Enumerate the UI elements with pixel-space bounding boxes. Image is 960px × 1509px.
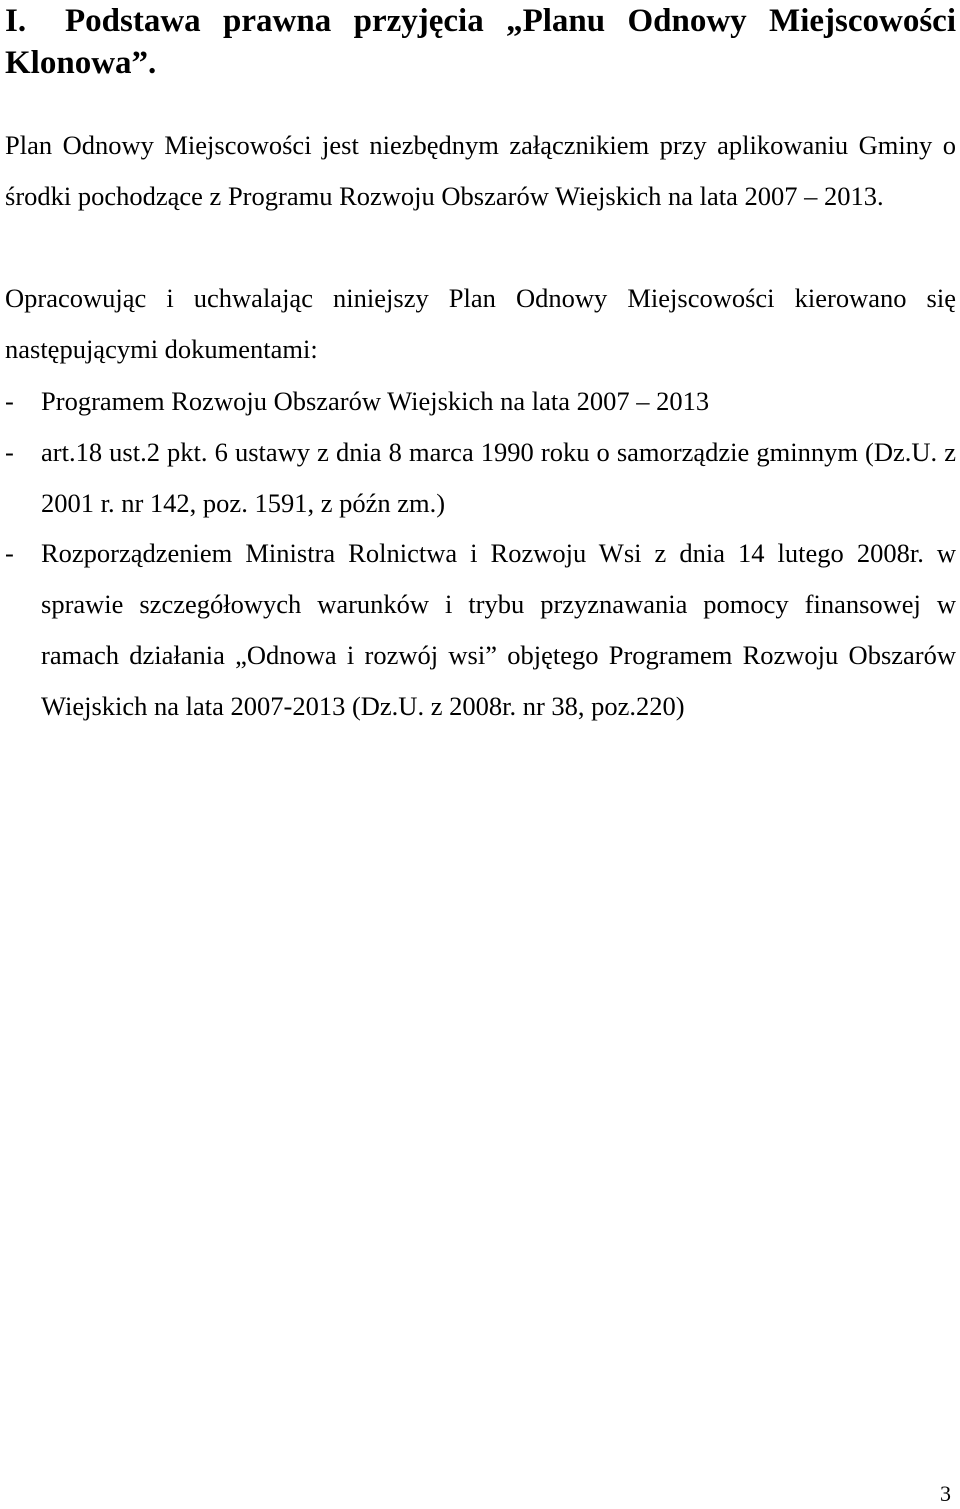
section-number: I.	[5, 3, 27, 39]
list-item-text: Rozporządzeniem Ministra Rolnictwa i Rozwoju Wsi z dnia 14 lutego 2008r. w sprawie szczegółowych warunków i trybu przyznawania pomocy finansowej w ramach działania „Odnowa i rozwój wsi” objętego Programem Rozwoju Obszarów Wiejskich na lata 2007-2013 (Dz.U. z 2008r. nr 38, poz.220)	[41, 538, 956, 721]
section-heading	[5, 0, 956, 84]
paragraph-documents-intro: Opracowując i uchwalając niniejszy Plan Odnowy Miejscowości kierowano się następującymi dokumentami:	[5, 283, 956, 364]
list-marker: -	[5, 386, 14, 416]
list-item	[5, 528, 956, 732]
list-item-text: Programem Rozwoju Obszarów Wiejskich na lata 2007 – 2013	[41, 386, 710, 416]
page-number: 3	[940, 1481, 951, 1506]
list-marker: -	[5, 538, 14, 568]
list-item-text: art.18 ust.2 pkt. 6 ustawy z dnia 8 marca 1990 roku o samorządzie gminnym (Dz.U. z 2001 r. nr 142, poz. 1591, z późn zm.)	[41, 437, 956, 518]
section-title: Podstawa prawna przyjęcia „Planu Odnowy Miejscowości Klonowa”.	[5, 3, 956, 81]
paragraph-intro: Plan Odnowy Miejscowości jest niezbędnym załącznikiem przy aplikowaniu Gminy o środki pochodzące z Programu Rozwoju Obszarów Wiejskich na lata 2007 – 2013.	[5, 130, 956, 211]
list-marker: -	[5, 437, 14, 467]
list-item	[5, 376, 956, 427]
list-item	[5, 427, 956, 529]
